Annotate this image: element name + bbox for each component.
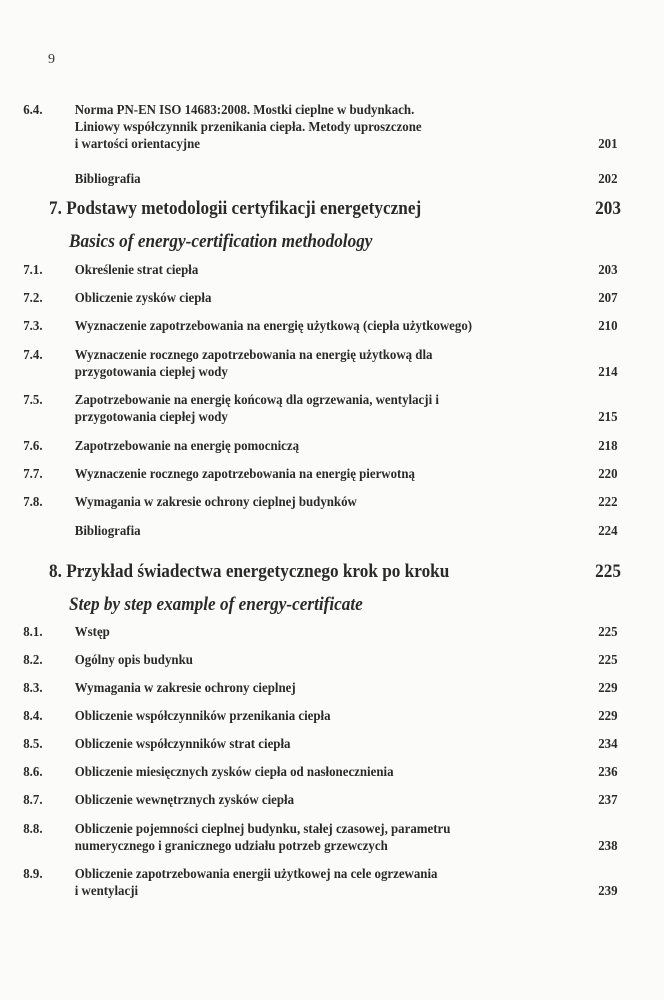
entry-page: 202 xyxy=(598,172,618,187)
toc-entry-7-7[interactable] xyxy=(23,466,618,483)
entry-number: 7.2. xyxy=(23,291,43,306)
entry-title-line: Wyznaczenie zapotrzebowania na energię użytkową (ciepła użytkowego) xyxy=(74,319,473,334)
entry-page: 207 xyxy=(598,291,618,306)
toc-entry-8-6[interactable] xyxy=(23,764,618,781)
entry-title-line: Wstęp xyxy=(74,625,110,640)
toc-entry-6-4[interactable] xyxy=(23,102,618,153)
entry-page: 225 xyxy=(598,653,618,668)
toc-entry-bibliography-7[interactable] xyxy=(49,523,618,540)
entry-title-line: Wymagania w zakresie ochrony cieplnej xyxy=(74,681,296,696)
entry-title-line: Wyznaczenie rocznego zapotrzebowania na energię użytkową dla xyxy=(74,348,433,363)
entry-number: 7.8. xyxy=(23,495,43,510)
entry-title: Bibliografia xyxy=(74,172,141,187)
entry-number: 6.4. xyxy=(23,103,43,118)
entry-page: 210 xyxy=(598,319,618,334)
toc-entry-8-2[interactable] xyxy=(23,652,618,669)
toc-entry-8-5[interactable] xyxy=(23,736,618,753)
entry-number: 8.5. xyxy=(23,737,43,752)
entry-number: 8.3. xyxy=(23,681,43,696)
entry-number: 8.2. xyxy=(23,653,43,668)
entry-number: 7.5. xyxy=(23,393,43,408)
entry-title-line: przygotowania ciepłej wody xyxy=(74,365,228,380)
entry-number: 7.3. xyxy=(23,319,43,334)
entry-title-line: numerycznego i granicznego udziału potrzeb grzewczych xyxy=(74,839,388,854)
chapter-8-subtitle: Step by step example of energy-certificate xyxy=(69,595,363,615)
entry-title-line: Wyznaczenie rocznego zapotrzebowania na energię pierwotną xyxy=(74,467,415,482)
entry-number: 8.6. xyxy=(23,765,43,780)
chapter-page: 225 xyxy=(595,562,621,582)
entry-page: 229 xyxy=(598,709,618,724)
entry-page: 218 xyxy=(598,439,618,454)
entry-title-line: i wartości orientacyjne xyxy=(74,137,200,152)
entry-number: 8.9. xyxy=(23,867,43,882)
entry-page: 229 xyxy=(598,681,618,696)
toc-entry-8-9[interactable] xyxy=(23,866,618,900)
entry-title-line: Zapotrzebowanie na energię końcową dla ogrzewania, wentylacji i xyxy=(74,393,439,408)
entry-page: 203 xyxy=(598,263,618,278)
entry-number: 7.7. xyxy=(23,467,43,482)
entry-page: 220 xyxy=(598,467,618,482)
entry-title: Bibliografia xyxy=(74,524,141,539)
toc-entry-8-1[interactable] xyxy=(23,624,618,641)
entry-number: 8.1. xyxy=(23,625,43,640)
toc-entry-8-3[interactable] xyxy=(23,680,618,697)
entry-page: 222 xyxy=(598,495,618,510)
toc-entry-7-5[interactable] xyxy=(23,392,618,426)
entry-title-line: Obliczenie pojemności cieplnej budynku, stałej czasowej, parametru xyxy=(74,822,451,837)
entry-number: 7.1. xyxy=(23,263,43,278)
entry-title-line: Liniowy współczynnik przenikania ciepła. Metody uproszczone xyxy=(74,120,422,135)
entry-title-line: Zapotrzebowanie na energię pomocniczą xyxy=(74,439,300,454)
entry-page: 238 xyxy=(598,839,618,854)
chapter-title: 8. Przykład świadectwa energetycznego krok po kroku xyxy=(49,562,450,582)
entry-title-line: Obliczenie wewnętrznych zysków ciepła xyxy=(74,793,295,808)
entry-page: 224 xyxy=(598,524,618,539)
chapter-page: 203 xyxy=(595,199,621,219)
toc-entry-8-7[interactable] xyxy=(23,792,618,809)
toc-entry-7-3[interactable] xyxy=(23,318,618,335)
toc-entry-8-4[interactable] xyxy=(23,708,618,725)
chapter-7-heading[interactable] xyxy=(49,198,621,220)
entry-page: 225 xyxy=(598,625,618,640)
entry-page: 214 xyxy=(598,365,618,380)
toc-entry-7-4[interactable] xyxy=(23,347,618,381)
entry-title-line: przygotowania ciepłej wody xyxy=(74,410,228,425)
entry-number: 8.4. xyxy=(23,709,43,724)
toc-entry-7-6[interactable] xyxy=(23,438,618,455)
entry-page: 239 xyxy=(598,884,618,899)
toc-entry-8-8[interactable] xyxy=(23,821,618,855)
entry-title-line: Obliczenie miesięcznych zysków ciepła od nasłonecznienia xyxy=(74,765,394,780)
chapter-7-subtitle: Basics of energy-certification methodology xyxy=(69,232,373,252)
toc-entry-7-1[interactable] xyxy=(23,262,618,279)
entry-page: 201 xyxy=(598,137,618,152)
entry-title-line: Ogólny opis budynku xyxy=(74,653,193,668)
toc-entry-7-8[interactable] xyxy=(23,494,618,511)
entry-number: 7.6. xyxy=(23,439,43,454)
entry-page: 234 xyxy=(598,737,618,752)
chapter-8-heading[interactable] xyxy=(49,561,621,583)
entry-title-line: Obliczenie współczynników strat ciepła xyxy=(74,737,291,752)
entry-number: 8.8. xyxy=(23,822,43,837)
toc-entry-7-2[interactable] xyxy=(23,290,618,307)
entry-title-line: Obliczenie zapotrzebowania energii użytkowej na cele ogrzewania xyxy=(74,867,438,882)
entry-title-line: Obliczenie zysków ciepła xyxy=(74,291,212,306)
entry-page: 215 xyxy=(598,410,618,425)
entry-page: 237 xyxy=(598,793,618,808)
entry-number: 7.4. xyxy=(23,348,43,363)
entry-title-line: Norma PN-EN ISO 14683:2008. Mostki cieplne w budynkach. xyxy=(74,103,415,118)
entry-title-line: i wentylacji xyxy=(74,884,139,899)
entry-page: 236 xyxy=(598,765,618,780)
chapter-title: 7. Podstawy metodologii certyfikacji energetycznej xyxy=(49,199,422,219)
toc-entry-bibliography-6[interactable] xyxy=(49,171,618,188)
page-number: 9 xyxy=(48,52,55,67)
entry-title-line: Wymagania w zakresie ochrony cieplnej budynków xyxy=(74,495,357,510)
entry-title-line: Określenie strat ciepła xyxy=(74,263,199,278)
entry-number: 8.7. xyxy=(23,793,43,808)
entry-title-line: Obliczenie współczynników przenikania ciepła xyxy=(74,709,331,724)
